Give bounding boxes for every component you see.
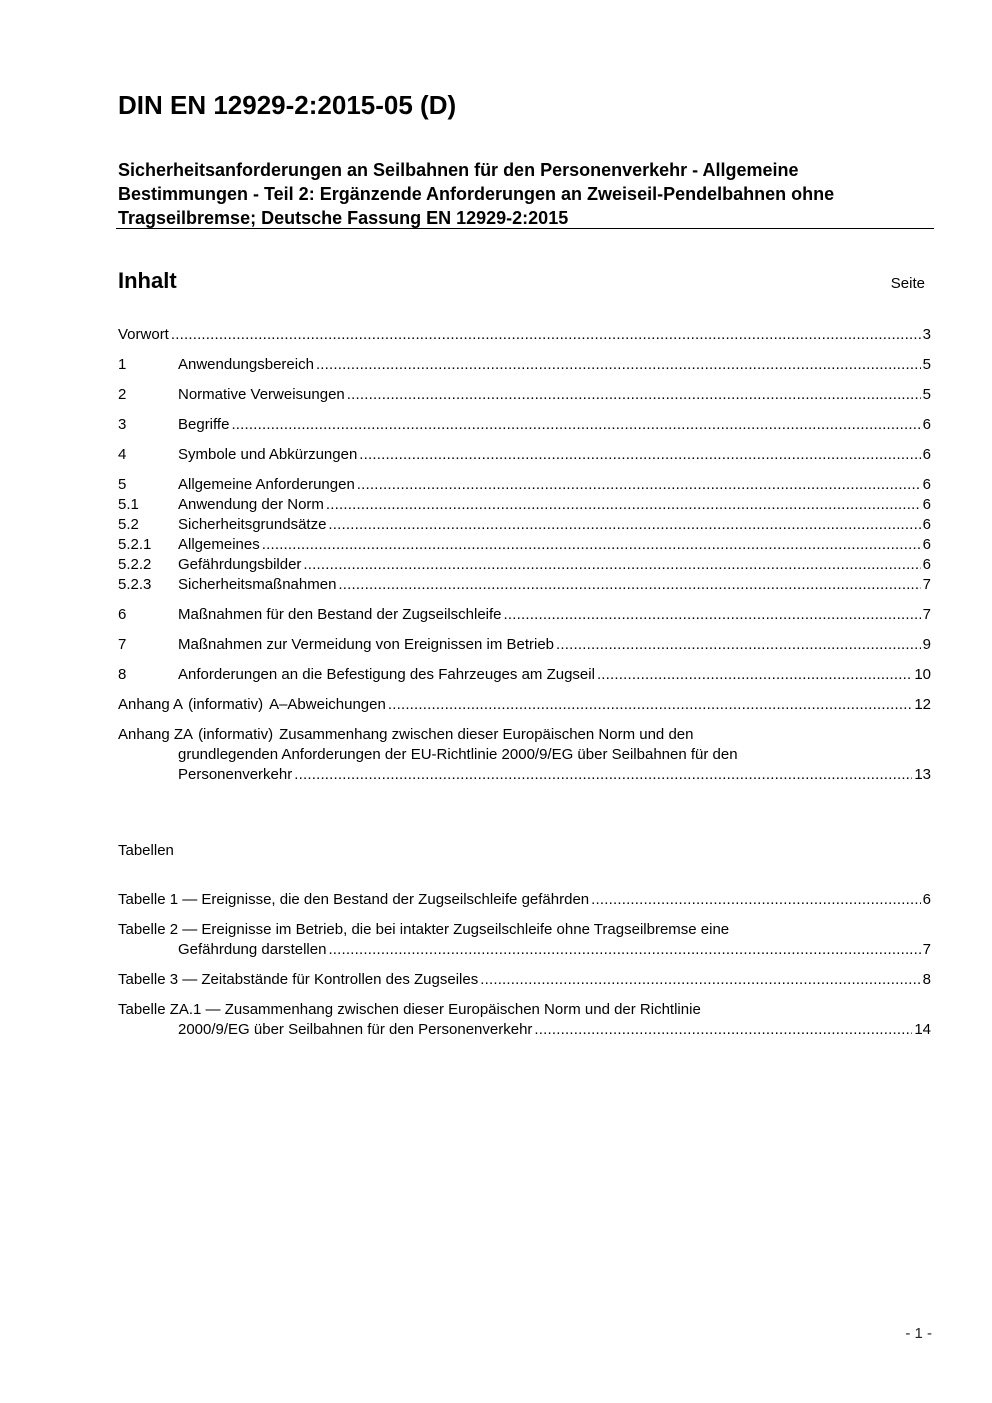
toc-page: 6 [922,516,931,533]
table-page: 14 [914,1021,931,1038]
dot-leader [303,555,920,575]
toc-page: 6 [922,476,931,493]
toc-page: 7 [922,576,931,593]
toc-label: Allgemeines [178,536,260,553]
toc-number: 5.2 [118,516,139,533]
tables-heading: Tabellen [118,842,174,859]
toc-label: Sicherheitsmaßnahmen [178,576,337,593]
toc-entry-annex-za[interactable] [118,725,931,785]
toc-page: 6 [922,416,931,433]
toc-label: Maßnahmen für den Bestand der Zugseilschleife [178,606,502,623]
toc-entry-5-2-2[interactable] [118,555,931,575]
toc-number: 5 [118,476,127,493]
table-label-continuation: Gefährdung darstellen [178,941,327,958]
page-column-label: Seite [890,275,925,292]
toc-entry-2[interactable] [118,385,931,405]
toc-label-continuation: grundlegenden Anforderungen der EU-Richtlinie 2000/9/EG über Seilbahnen für den [178,746,738,763]
table-page: 6 [922,891,931,908]
toc-label: A–Abweichungen [269,696,386,713]
toc-page: 13 [914,766,931,783]
toc-entry-vorwort[interactable] [118,325,931,345]
table-entry-1[interactable] [118,890,931,910]
table-page: 8 [922,971,931,988]
table-label-continuation: 2000/9/EG über Seilbahnen für den Personenverkehr [178,1021,533,1038]
toc-page: 6 [922,496,931,513]
toc-label: Anwendungsbereich [178,356,314,373]
annex-informative: (informativ) [188,696,264,713]
toc-entry-7[interactable] [118,635,931,655]
toc-entry-annex-a[interactable] [118,695,931,715]
toc-number: 5.1 [118,496,139,513]
annex-prefix: Anhang A [118,696,184,713]
toc-entry-3[interactable] [118,415,931,435]
dot-leader [262,535,921,555]
dot-leader [231,415,920,435]
toc-page: 5 [922,356,931,373]
annex-prefix: Anhang ZA [118,726,194,743]
dot-leader [171,325,921,345]
toc-number: 5.2.3 [118,576,152,593]
toc-label: Maßnahmen zur Vermeidung von Ereignissen im Betrieb [178,636,555,653]
toc-number: 5.2.2 [118,556,152,573]
toc-number: 5.2.1 [118,536,152,553]
toc-entry-1[interactable] [118,355,931,375]
dot-leader [359,445,920,465]
dot-leader [597,665,912,685]
toc-label: Anforderungen an die Befestigung des Fahrzeuges am Zugseil [178,666,595,683]
table-label: Tabelle ZA.1 — Zusammenhang zwischen dieser Europäischen Norm und der Richtlinie [118,1001,701,1018]
toc-entry-5-2-3[interactable] [118,575,931,595]
toc-entry-8[interactable] [118,665,931,685]
table-entry-2[interactable] [118,920,931,960]
dot-leader [388,695,912,715]
table-label: Tabelle 3 — Zeitabstände für Kontrollen des Zugseiles [118,971,479,988]
toc-entry-4[interactable] [118,445,931,465]
table-page: 7 [922,941,931,958]
toc-label: Normative Verweisungen [178,386,345,403]
toc-number: 2 [118,386,127,403]
toc-page: 6 [922,536,931,553]
toc-page: 3 [922,326,931,343]
page-number: - 1 - [905,1325,932,1342]
document-id: DIN EN 12929-2:2015-05 (D) [118,90,457,120]
toc-page: 5 [922,386,931,403]
dot-leader [556,635,921,655]
dot-leader [347,385,921,405]
toc-label: Sicherheitsgrundsätze [178,516,327,533]
annex-informative: (informativ) [198,726,274,743]
toc-entry-5-2-1[interactable] [118,535,931,555]
dot-leader [591,890,921,910]
table-label: Tabelle 1 — Ereignisse, die den Bestand der Zugseilschleife gefährden [118,891,590,908]
toc-entry-5[interactable] [118,475,931,495]
dot-leader [504,605,921,625]
dot-leader [316,355,921,375]
toc-heading: Inhalt [118,268,177,293]
toc-number: 7 [118,636,127,653]
toc-entry-6[interactable] [118,605,931,625]
table-entry-3[interactable] [118,970,931,990]
toc-page: 6 [922,556,931,573]
dot-leader [328,515,920,535]
dot-leader [480,970,920,990]
toc-label: Begriffe [178,416,230,433]
toc-entry-5-2[interactable] [118,515,931,535]
toc-page: 10 [914,666,931,683]
title-rule [116,228,934,229]
toc-page: 6 [922,446,931,463]
dot-leader [294,765,912,785]
toc-label: Symbole und Abkürzungen [178,446,358,463]
document-title: Sicherheitsanforderungen an Seilbahnen für den Personenverkehr - Allgemeine Bestimmungen - Teil 2: Ergänzende Anforderungen an Zweiseil-Pendelbahnen ohne Tragseilbremse; Deutsche Fassung EN 12929-2:2015 [118,160,835,228]
toc-page: 7 [922,606,931,623]
toc-number: 3 [118,416,127,433]
toc-entry-5-1[interactable] [118,495,931,515]
toc-label: Zusammenhang zwischen dieser Europäischen Norm und den [279,726,694,743]
toc-label: Allgemeine Anforderungen [178,476,355,493]
dot-leader [328,940,920,960]
toc-number: 1 [118,356,127,373]
toc-page: 12 [914,696,931,713]
table-label: Tabelle 2 — Ereignisse im Betrieb, die bei intakter Zugseilschleife ohne Tragseilbremse eine [118,921,730,938]
toc-number: 4 [118,446,127,463]
dot-leader [326,495,921,515]
dot-leader [534,1020,912,1040]
toc-label: Anwendung der Norm [178,496,324,513]
toc-number: 6 [118,606,127,623]
toc-label: Vorwort [118,326,169,343]
dot-leader [338,575,920,595]
toc-number: 8 [118,666,127,683]
table-entry-za1[interactable] [118,1000,931,1040]
toc-page: 9 [922,636,931,653]
toc-label-continuation: Personenverkehr [178,766,293,783]
toc-label: Gefährdungsbilder [178,556,302,573]
dot-leader [357,475,921,495]
